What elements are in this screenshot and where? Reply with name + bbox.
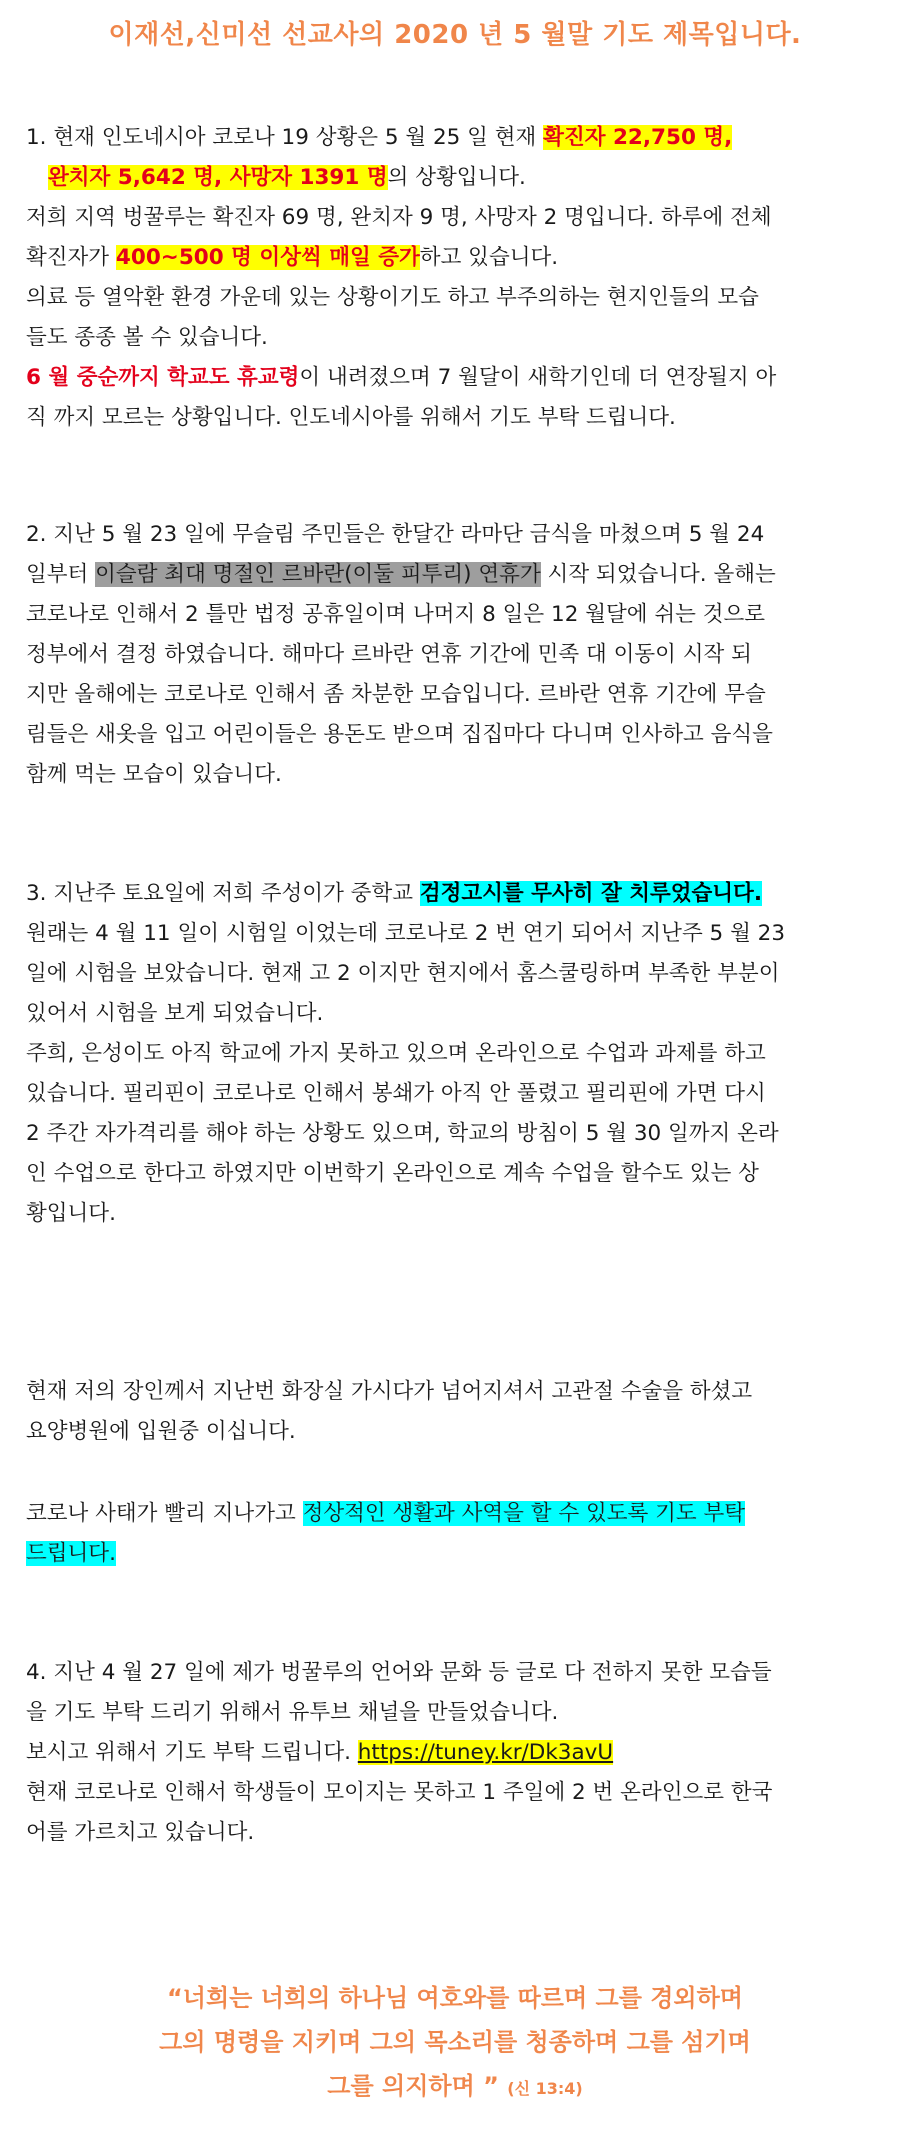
s3-line8: 인 수업으로 한다고 하였지만 이번학기 온라인으로 계속 수업을 할수도 있는 상 (26, 1161, 759, 1186)
s1-highlight-confirmed: 확진자 22,750 명, (543, 125, 733, 150)
s3-line9: 황입니다. (26, 1201, 116, 1226)
s2-line3: 코로나로 인해서 2 틀만 법정 공휴일이며 나머지 8 일은 12 월달에 쉬는 것으로 (26, 602, 766, 627)
s1-line5: 의료 등 열악환 환경 가운데 있는 상황이기도 하고 부주의하는 현지인들의 모습 (26, 285, 759, 310)
page-title: 이재선,신미선 선교사의 2020 년 5 월말 기도 제목입니다. (108, 20, 802, 50)
s3-line4: 있어서 시험을 보게 되었습니다. (26, 1001, 324, 1026)
s2-line5: 지만 올해에는 코로나로 인해서 좀 차분한 모습입니다. 르바란 연휴 기간에 무슬 (26, 682, 766, 707)
s2-highlight-lebaran: 이슬람 최대 명절인 르바란(이둘 피투리) 연휴가 (95, 562, 541, 587)
s3-highlight-exam: 검정고시를 무사히 잘 치루었습니다. (419, 881, 762, 906)
section-4 (26, 1653, 896, 1853)
s4-line2: 요양병원에 입원중 이십니다. (26, 1419, 296, 1444)
s1-line2-text: 의 상황입니다. (387, 165, 526, 190)
s2-line7: 함께 먹는 모습이 있습니다. (26, 762, 282, 787)
s6-line1: 4. 지난 4 월 27 일에 제가 벙꿀루의 언어와 문화 등 글로 다 전하지 못한 모습들 (26, 1660, 772, 1685)
s4-line1: 현재 저의 장인께서 지난번 화장실 가시다가 넘어지셔서 고관절 수술을 하셨고 (26, 1379, 753, 1404)
s6-line5: 어를 가르치고 있습니다. (26, 1820, 255, 1845)
s1-line1-text: 1. 현재 인도네시아 코로나 19 상황은 5 월 25 일 현재 (26, 125, 544, 150)
s1-line6: 들도 종종 볼 수 있습니다. (26, 325, 268, 350)
section-prayer-request (26, 1494, 896, 1574)
verse-line2: 그의 명령을 지키며 그의 목소리를 청종하며 그를 섬기며 (159, 2028, 751, 2056)
s1-school-closure: 6 월 중순까지 학교도 휴교령 (26, 365, 300, 390)
verse-line1: “너희는 너희의 하나님 여호와를 따르며 그를 경외하며 (167, 1984, 743, 2012)
s2-line2-text: 일부터 (26, 562, 96, 587)
s6-line2: 을 기도 부탁 드리기 위해서 유투브 채널을 만들었습니다. (26, 1700, 559, 1725)
s3-line7: 2 주간 자가격리를 해야 하는 상황도 있으며, 학교의 방침이 5 월 30 일까지 온라 (26, 1121, 779, 1146)
s3-line2: 원래는 4 월 11 일이 시험일 이었는데 코로나로 2 번 연기 되어서 지난주 5 월 23 (26, 921, 786, 946)
s6-line3-text: 보시고 위해서 기도 부탁 드립니다. (26, 1740, 358, 1765)
s1-line7-text: 이 내려졌으며 7 월달이 새학기인데 더 연장될지 아 (299, 365, 777, 390)
verse-line3: 그를 의지하며 ” (327, 2072, 499, 2100)
s1-line4-text: 확진자가 (26, 245, 116, 270)
s3-line1-text: 3. 지난주 토요일에 저희 주성이가 중학교 (26, 881, 420, 906)
bible-verse (0, 1976, 910, 2111)
s1-line4-tail: 하고 있습니다. (419, 245, 559, 270)
s2-line6: 림들은 새옷을 입고 어린이들은 용돈도 받으며 집집마다 다니며 인사하고 음식을 (26, 722, 773, 747)
s1-line3: 저희 지역 벙꿀루는 확진자 69 명, 완치자 9 명, 사망자 2 명입니다. 하루에 전체 (26, 205, 772, 230)
s2-line1: 2. 지난 5 월 23 일에 무슬림 주민들은 한달간 라마단 금식을 마쳤으며 5 월 24 (26, 522, 765, 547)
section-3 (26, 874, 896, 1234)
s5-highlight-tail: 드립니다. (26, 1541, 116, 1566)
section-2 (26, 515, 896, 795)
s3-line3: 일에 시험을 보았습니다. 현재 고 2 이지만 현지에서 홈스쿨링하며 부족한 부분이 (26, 961, 780, 986)
s1-highlight-recovered-deaths: 완치자 5,642 명, 사망자 1391 명 (48, 165, 388, 190)
verse-reference: (신 13:4) (507, 2079, 583, 2098)
s3-line5: 주희, 은성이도 아직 학교에 가지 못하고 있으며 온라인으로 수업과 과제를 하고 (26, 1041, 766, 1066)
s5-line1-text: 코로나 사태가 빨리 지나가고 (26, 1501, 303, 1526)
s1-line8: 직 까지 모르는 상황입니다. 인도네시아를 위해서 기도 부탁 드립니다. (26, 405, 676, 430)
section-family-news (26, 1372, 896, 1452)
s1-highlight-daily-increase: 400~500 명 이상씩 매일 증가 (115, 245, 420, 270)
youtube-channel-link[interactable]: https://tuney.kr/Dk3avU (357, 1740, 614, 1765)
s2-line2-tail: 시작 되었습니다. 올해는 (540, 562, 776, 587)
s3-line6: 있습니다. 필리핀이 코로나로 인해서 봉쇄가 아직 안 풀렸고 필리핀에 가면 다시 (26, 1081, 766, 1106)
s6-line4: 현재 코로나로 인해서 학생들이 모이지는 못하고 1 주일에 2 번 온라인으로 한국 (26, 1780, 773, 1805)
s2-line4: 정부에서 결정 하였습니다. 해마다 르바란 연휴 기간에 민족 대 이동이 시작 되 (26, 642, 752, 667)
s5-highlight-normal-life: 정상적인 생활과 사역을 할 수 있도록 기도 부탁 (302, 1501, 746, 1526)
section-1 (26, 118, 896, 438)
